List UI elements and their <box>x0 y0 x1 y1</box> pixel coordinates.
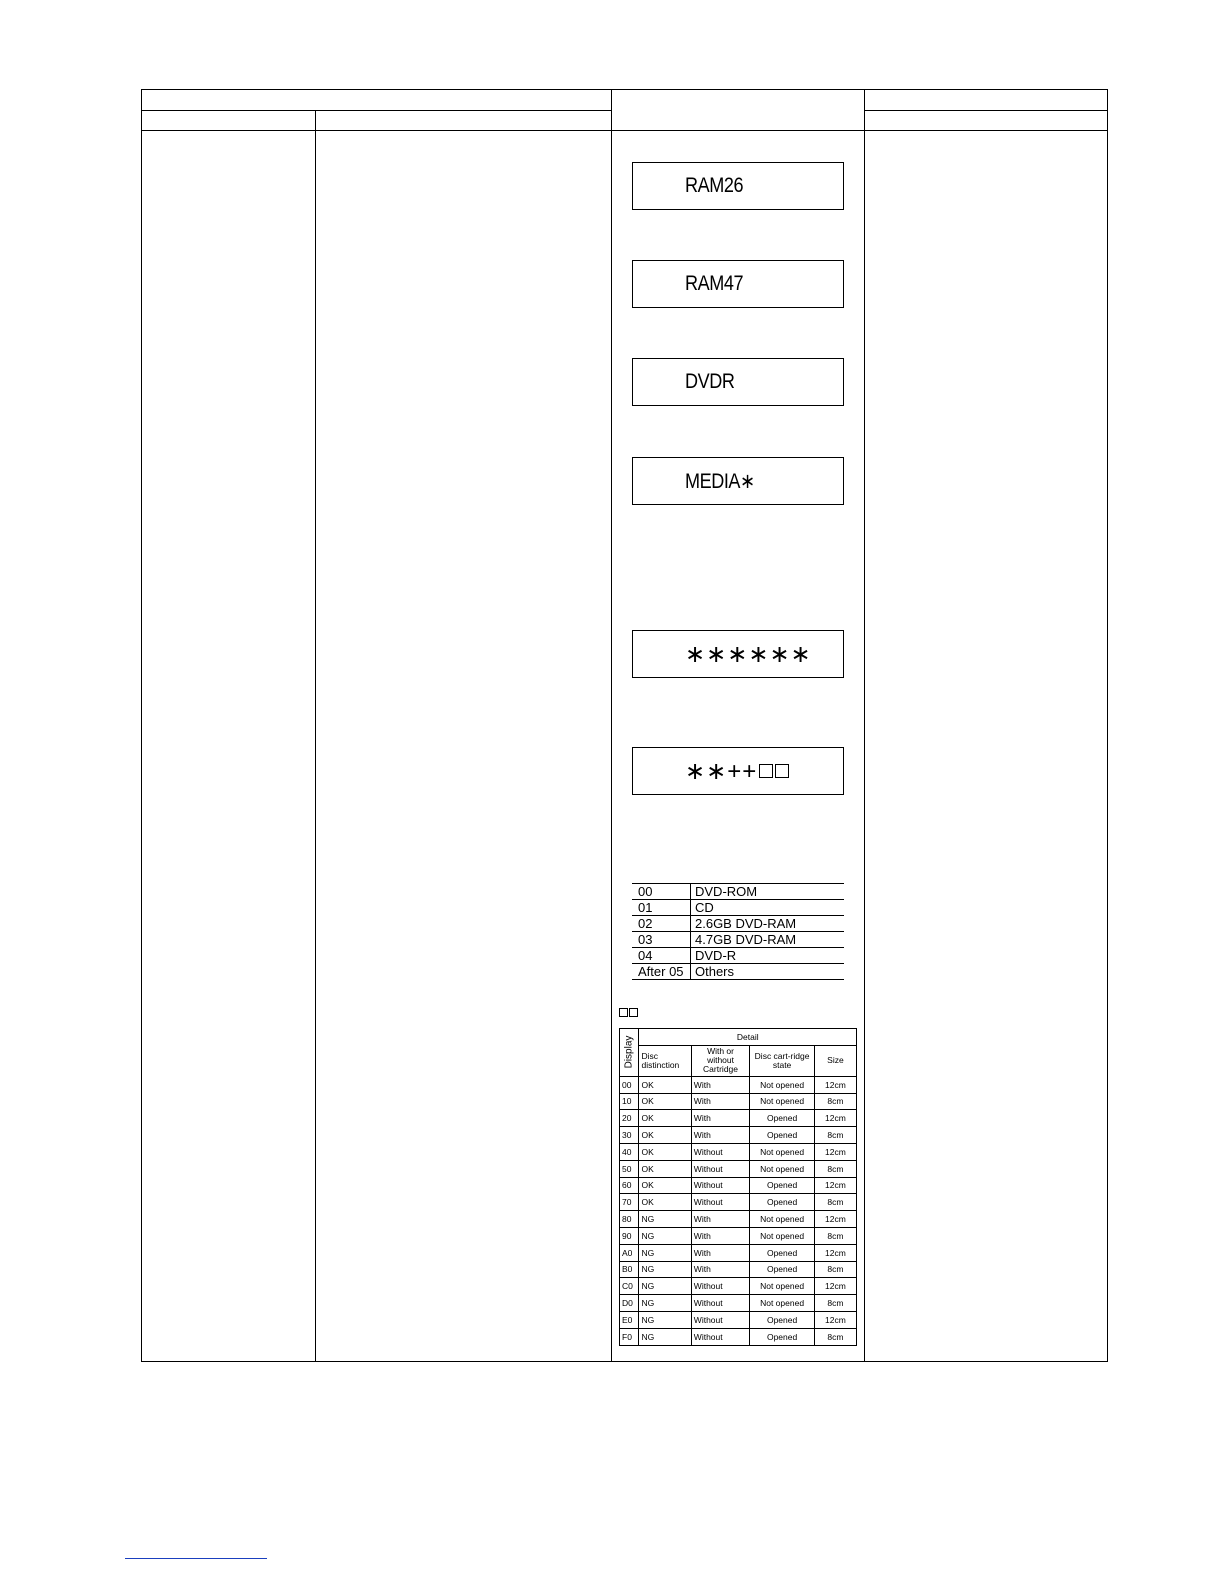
display-code-cell: 50 <box>620 1160 639 1177</box>
cartridge-state-cell: Opened <box>750 1177 815 1194</box>
display-code-cell: 70 <box>620 1194 639 1211</box>
cartridge-state-cell: Not opened <box>750 1295 815 1312</box>
table-row <box>620 1127 857 1144</box>
table-row <box>620 1211 857 1228</box>
display-text: MEDIA∗ <box>685 469 755 493</box>
cartridge-cell: Without <box>691 1295 749 1312</box>
size-cell: 8cm <box>814 1160 856 1177</box>
size-cell: 8cm <box>814 1093 856 1110</box>
disc-code: 04 <box>632 948 691 964</box>
placeholder-square-icon <box>619 1008 628 1017</box>
disc-distinction-cell: NG <box>639 1211 691 1228</box>
cartridge-cell: With <box>691 1127 749 1144</box>
display-box-ram47 <box>632 260 844 308</box>
table-row <box>620 1160 857 1177</box>
disc-distinction-cell: OK <box>639 1127 691 1144</box>
display-code-cell: 60 <box>620 1177 639 1194</box>
size-cell: 12cm <box>814 1110 856 1127</box>
display-text: DVDR <box>685 370 735 393</box>
cartridge-cell: With <box>691 1244 749 1261</box>
display-code-cell: 10 <box>620 1093 639 1110</box>
disc-code: After 05 <box>632 964 691 980</box>
cartridge-state-header: Disc cart-ridge state <box>750 1045 815 1076</box>
disc-distinction-cell: OK <box>639 1194 691 1211</box>
cartridge-state-cell: Not opened <box>750 1278 815 1295</box>
cartridge-cell: With <box>691 1211 749 1228</box>
column-divider-2 <box>611 89 612 1362</box>
disc-code-row <box>632 916 844 932</box>
display-code-wrapper <box>685 748 789 794</box>
cartridge-state-cell: Not opened <box>750 1076 815 1093</box>
display-code-cell: 90 <box>620 1227 639 1244</box>
size-cell: 12cm <box>814 1278 856 1295</box>
size-cell: 12cm <box>814 1311 856 1328</box>
display-box-stars <box>632 630 844 678</box>
size-cell: 12cm <box>814 1211 856 1228</box>
display-box-code <box>632 747 844 795</box>
cartridge-cell: Without <box>691 1194 749 1211</box>
cartridge-state-cell: Opened <box>750 1194 815 1211</box>
table-row <box>620 1177 857 1194</box>
disc-type: 4.7GB DVD-RAM <box>691 932 845 948</box>
disc-distinction-cell: OK <box>639 1093 691 1110</box>
cartridge-header: With or without Cartridge <box>691 1045 749 1076</box>
disc-code-table <box>632 883 844 980</box>
cartridge-cell: Without <box>691 1177 749 1194</box>
cartridge-state-cell: Not opened <box>750 1143 815 1160</box>
display-box-media <box>632 457 844 505</box>
disc-distinction-cell: NG <box>639 1311 691 1328</box>
display-text: ∗∗++ <box>685 757 758 785</box>
cartridge-state-cell: Not opened <box>750 1211 815 1228</box>
display-text: ∗∗∗∗∗∗ <box>685 640 812 668</box>
display-text: RAM47 <box>685 272 744 295</box>
table-row <box>620 1261 857 1278</box>
cartridge-cell: With <box>691 1093 749 1110</box>
disc-code: 03 <box>632 932 691 948</box>
disc-code-row <box>632 932 844 948</box>
header-row-divider-2 <box>141 130 1108 131</box>
disc-distinction-cell: OK <box>639 1160 691 1177</box>
display-code-cell: 40 <box>620 1143 639 1160</box>
size-cell: 12cm <box>814 1244 856 1261</box>
display-code-cell: D0 <box>620 1295 639 1312</box>
disc-distinction-cell: NG <box>639 1244 691 1261</box>
cartridge-state-cell: Not opened <box>750 1093 815 1110</box>
table-row <box>620 1110 857 1127</box>
disc-code-row <box>632 964 844 980</box>
table-row <box>620 1143 857 1160</box>
table-row <box>620 1093 857 1110</box>
display-code-cell: B0 <box>620 1261 639 1278</box>
display-code-cell: E0 <box>620 1311 639 1328</box>
header-row-divider-1 <box>141 110 612 111</box>
table-row <box>620 1278 857 1295</box>
placeholder-square-icon <box>775 764 789 778</box>
size-cell: 8cm <box>814 1261 856 1278</box>
cartridge-cell: Without <box>691 1143 749 1160</box>
disc-code-row <box>632 900 844 916</box>
display-column-header: Display <box>620 1029 639 1077</box>
size-cell: 8cm <box>814 1127 856 1144</box>
placeholder-square-icon <box>759 764 773 778</box>
cartridge-state-cell: Opened <box>750 1311 815 1328</box>
cartridge-cell: With <box>691 1110 749 1127</box>
size-cell: 12cm <box>814 1076 856 1093</box>
display-box-dvdr <box>632 358 844 406</box>
disc-distinction-cell: NG <box>639 1328 691 1345</box>
disc-distinction-cell: OK <box>639 1076 691 1093</box>
column-divider-1 <box>315 110 316 1362</box>
table-row <box>620 1311 857 1328</box>
table-row <box>620 1076 857 1093</box>
disc-distinction-cell: OK <box>639 1143 691 1160</box>
display-code-cell: 00 <box>620 1076 639 1093</box>
disc-distinction-cell: NG <box>639 1227 691 1244</box>
disc-detail-table <box>619 1028 857 1346</box>
cartridge-state-cell: Opened <box>750 1261 815 1278</box>
disc-type: DVD-ROM <box>691 884 845 900</box>
disc-type: DVD-R <box>691 948 845 964</box>
display-box-ram26 <box>632 162 844 210</box>
placeholder-square-icon <box>629 1008 638 1017</box>
disc-code-row <box>632 884 844 900</box>
cartridge-state-cell: Not opened <box>750 1160 815 1177</box>
cartridge-state-cell: Not opened <box>750 1227 815 1244</box>
cartridge-cell: With <box>691 1261 749 1278</box>
cartridge-state-cell: Opened <box>750 1127 815 1144</box>
size-cell: 8cm <box>814 1227 856 1244</box>
size-header: Size <box>814 1045 856 1076</box>
disc-distinction-header: Disc distinction <box>639 1045 691 1076</box>
table-row <box>620 1328 857 1345</box>
disc-type: Others <box>691 964 845 980</box>
header-row-divider-1b <box>864 110 1108 111</box>
disc-distinction-cell: OK <box>639 1177 691 1194</box>
table-row <box>620 1227 857 1244</box>
placeholder-legend <box>618 1004 638 1022</box>
table-row <box>620 1194 857 1211</box>
size-cell: 8cm <box>814 1328 856 1345</box>
cartridge-cell: With <box>691 1227 749 1244</box>
display-code-cell: A0 <box>620 1244 639 1261</box>
disc-type: CD <box>691 900 845 916</box>
display-code-cell: 80 <box>620 1211 639 1228</box>
footer-link-underline <box>125 1558 267 1559</box>
table-row <box>620 1244 857 1261</box>
disc-code: 01 <box>632 900 691 916</box>
disc-distinction-cell: NG <box>639 1295 691 1312</box>
display-code-cell: 20 <box>620 1110 639 1127</box>
column-divider-3 <box>864 89 865 1362</box>
size-cell: 8cm <box>814 1194 856 1211</box>
display-code-cell: F0 <box>620 1328 639 1345</box>
disc-code-row <box>632 948 844 964</box>
display-text: RAM26 <box>685 174 744 197</box>
table-row <box>620 1295 857 1312</box>
disc-distinction-cell: NG <box>639 1261 691 1278</box>
disc-distinction-cell: NG <box>639 1278 691 1295</box>
cartridge-cell: With <box>691 1076 749 1093</box>
display-code-cell: C0 <box>620 1278 639 1295</box>
cartridge-cell: Without <box>691 1278 749 1295</box>
detail-header: Detail <box>639 1029 857 1046</box>
disc-code: 00 <box>632 884 691 900</box>
disc-distinction-cell: OK <box>639 1110 691 1127</box>
cartridge-state-cell: Opened <box>750 1244 815 1261</box>
size-cell: 12cm <box>814 1143 856 1160</box>
cartridge-cell: Without <box>691 1311 749 1328</box>
cartridge-state-cell: Opened <box>750 1110 815 1127</box>
cartridge-cell: Without <box>691 1328 749 1345</box>
disc-type: 2.6GB DVD-RAM <box>691 916 845 932</box>
cartridge-cell: Without <box>691 1160 749 1177</box>
size-cell: 8cm <box>814 1295 856 1312</box>
display-code-cell: 30 <box>620 1127 639 1144</box>
size-cell: 12cm <box>814 1177 856 1194</box>
disc-code: 02 <box>632 916 691 932</box>
cartridge-state-cell: Opened <box>750 1328 815 1345</box>
